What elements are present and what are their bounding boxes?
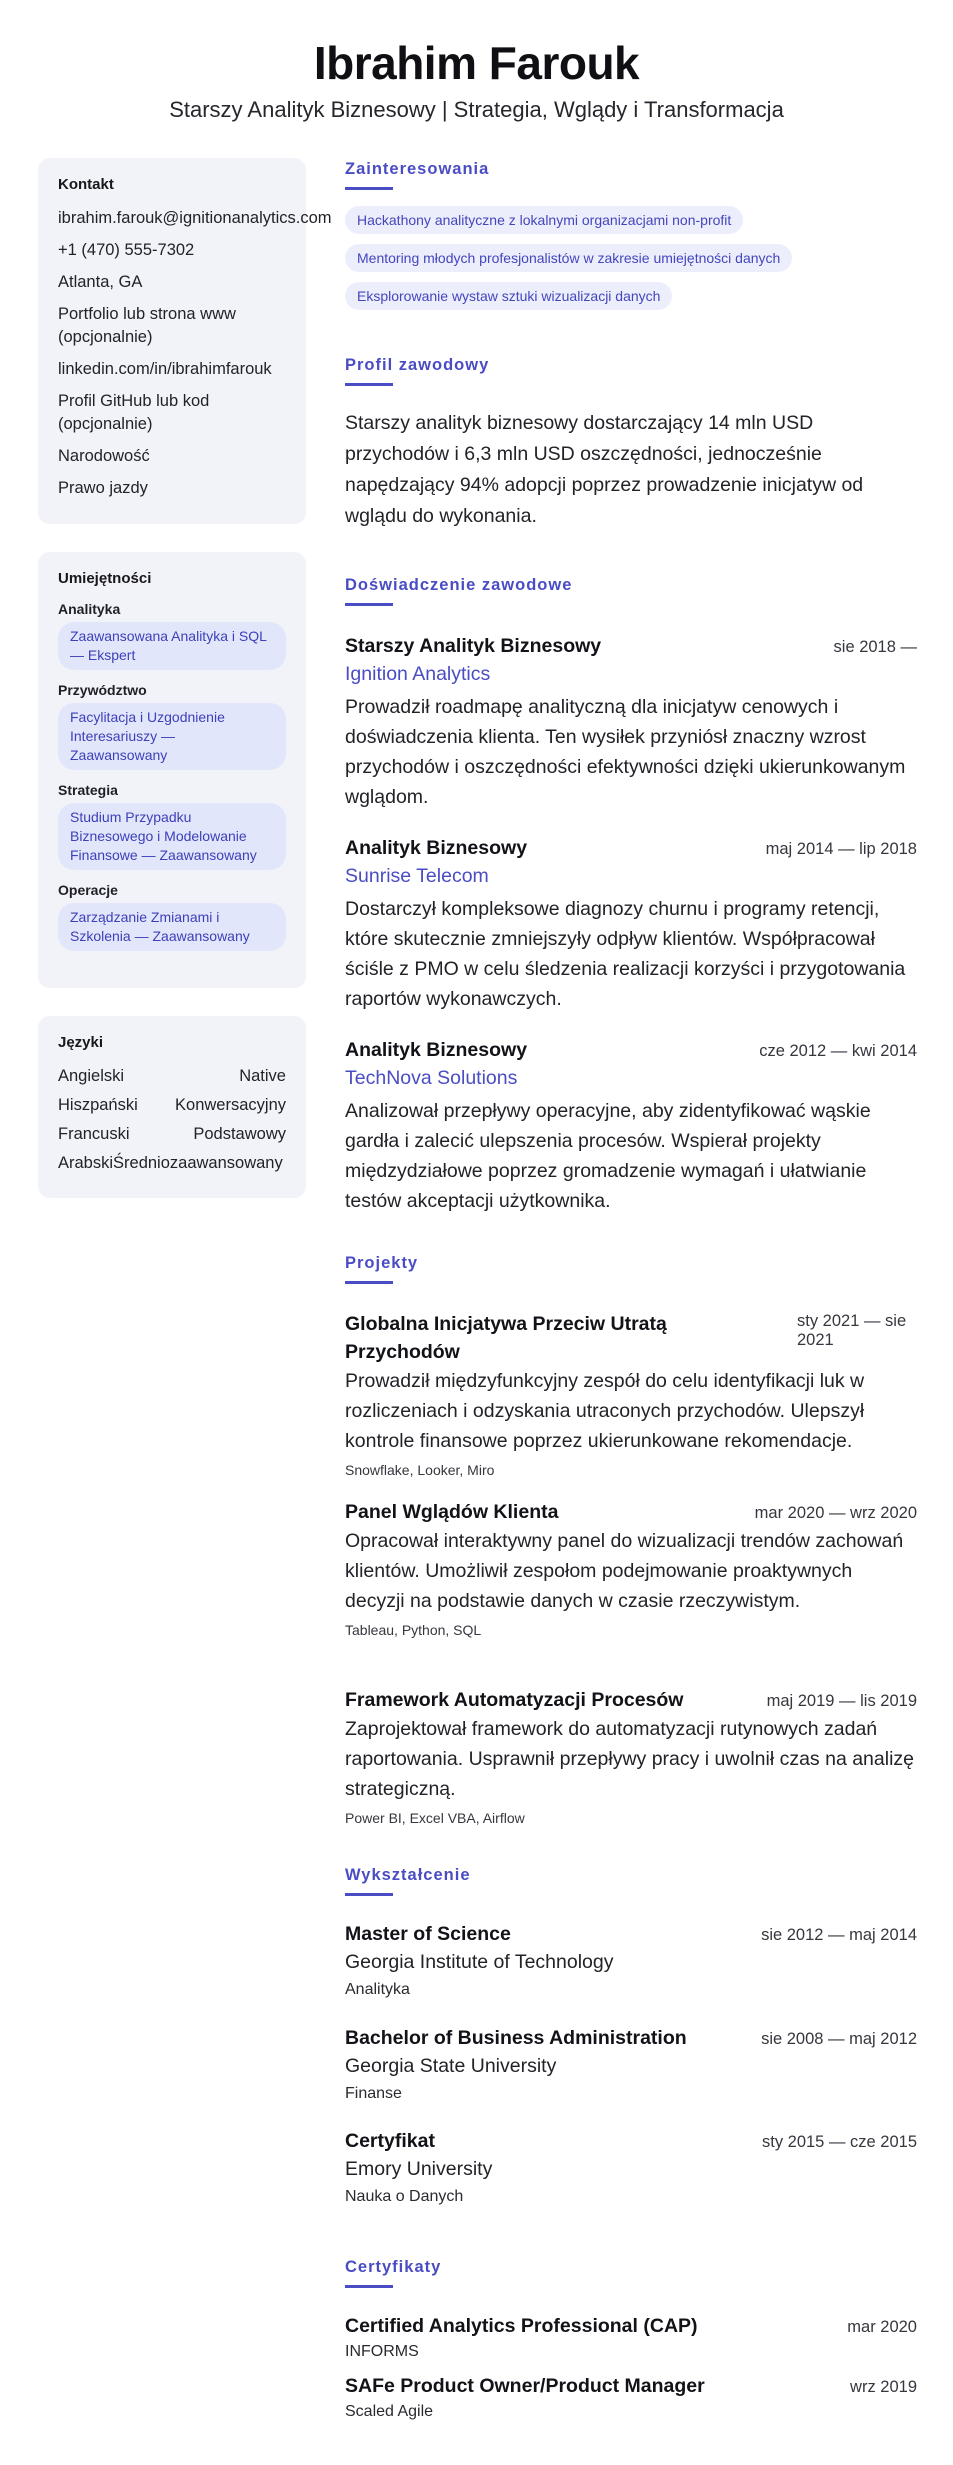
- school-name: Georgia State University: [345, 2055, 557, 2077]
- interest-tag: Mentoring młodych profesjonalistów w zakresie umiejętności danych: [345, 244, 792, 272]
- education-item: [345, 2127, 917, 2209]
- experience-item: [345, 632, 917, 812]
- section-underline: [345, 603, 393, 606]
- project-dates: maj 2019 — lis 2019: [766, 1692, 917, 1710]
- skill-category: Przywództwo: [58, 682, 147, 698]
- skill-category: Analityka: [58, 601, 121, 617]
- experience-item: [345, 834, 917, 1014]
- contact-linkedin[interactable]: linkedin.com/in/ibrahimfarouk: [58, 360, 272, 378]
- school-name: Georgia Institute of Technology: [345, 1951, 614, 1973]
- section-underline: [345, 1281, 393, 1284]
- language-level: Podstawowy: [193, 1125, 286, 1143]
- language-name: Arabski: [58, 1154, 114, 1172]
- contact-card: [38, 158, 332, 524]
- language-row: [58, 1123, 286, 1146]
- profile-heading: Profil zawodowy: [345, 356, 490, 374]
- project-description: Prowadził międzyfunkcyjny zespół do celu identyfikacji luk w rozliczeniach i odzyskania utraconych przychodów. Ulepszył kontrole finansowe poprzez ukierunkowane rekomendacje.: [345, 1370, 865, 1452]
- project-tech: Power BI, Excel VBA, Airflow: [345, 1810, 525, 1826]
- language-level: Konwersacyjny: [175, 1096, 286, 1114]
- language-level: Średniozaawansowany: [113, 1154, 283, 1172]
- projects-heading: Projekty: [345, 1254, 419, 1272]
- skills-heading: Umiejętności: [58, 570, 152, 587]
- certification-name: SAFe Product Owner/Product Manager: [345, 2375, 705, 2397]
- certifications-heading: Certyfikaty: [345, 2258, 442, 2276]
- job-title: Analityk Biznesowy: [345, 1039, 528, 1061]
- interests-heading: Zainteresowania: [345, 160, 490, 178]
- interest-tag: Eksplorowanie wystaw sztuki wizualizacji danych: [345, 282, 672, 310]
- job-title: Starszy Analityk Biznesowy: [345, 635, 602, 657]
- contact-phone[interactable]: +1 (470) 555-7302: [58, 241, 195, 259]
- language-level: Native: [239, 1067, 286, 1085]
- education-item: [345, 2024, 917, 2106]
- certifications-section: [345, 2258, 917, 2288]
- degree-name: Certyfikat: [345, 2130, 435, 2152]
- company-name: Sunrise Telecom: [345, 865, 489, 887]
- skills-card: [38, 552, 306, 988]
- language-name: Angielski: [58, 1067, 125, 1085]
- job-description: Prowadził roadmapę analityczną dla inicjatyw cenowych i doświadczenia klienta. Ten wysiłek przyniósł znaczny wzrost przychodów i oszczędności efektywności dzięki ukierunkowanym wglądom.: [345, 696, 906, 808]
- section-underline: [345, 1893, 393, 1896]
- project-dates: sty 2021 — sie 2021: [797, 1312, 907, 1349]
- project-name: Globalna Inicjatywa Przeciw Utratą Przychodów: [345, 1313, 667, 1363]
- experience-heading: Doświadczenie zawodowe: [345, 576, 573, 594]
- certification-name: Certified Analytics Professional (CAP): [345, 2315, 698, 2337]
- contact-portfolio[interactable]: Portfolio lub strona www (opcjonalnie): [58, 305, 236, 346]
- project-name: Framework Automatyzacji Procesów: [345, 1689, 684, 1711]
- project-name: Panel Wglądów Klienta: [345, 1501, 559, 1523]
- certification-date: wrz 2019: [850, 2378, 917, 2396]
- skill-pill: Zarządzanie Zmianami i Szkolenia — Zaawansowany: [58, 903, 286, 951]
- language-row: [58, 1152, 286, 1175]
- school-name: Emory University: [345, 2158, 493, 2180]
- experience-item: [345, 1036, 917, 1216]
- field-of-study: Finanse: [345, 2085, 402, 2102]
- section-underline: [345, 383, 393, 386]
- education-dates: sie 2008 — maj 2012: [761, 2030, 917, 2048]
- projects-section: [345, 1254, 917, 1284]
- language-row: [58, 1094, 286, 1117]
- certification-date: mar 2020: [847, 2318, 917, 2336]
- interests-section: [345, 160, 917, 310]
- company-name: TechNova Solutions: [345, 1067, 518, 1089]
- education-dates: sty 2015 — cze 2015: [761, 2133, 917, 2151]
- education-dates: sie 2012 — maj 2014: [761, 1926, 917, 1944]
- section-underline: [345, 2285, 393, 2288]
- skill-pill: Facylitacja i Uzgodnienie Interesariuszy — Zaawansowany: [58, 703, 286, 770]
- skill-pill: Zaawansowana Analityka i SQL — Ekspert: [58, 622, 286, 670]
- field-of-study: Nauka o Danych: [345, 2188, 464, 2205]
- skill-category: Operacje: [58, 882, 118, 898]
- project-description: Opracował interaktywny panel do wizualizacji trendów zachowań klientów. Umożliwił zespołom podejmowanie proaktywnych decyzji na podstawie danych w czasie rzeczywistym.: [345, 1530, 904, 1612]
- languages-heading: Języki: [58, 1034, 104, 1051]
- job-description: Dostarczył kompleksowe diagnozy churnu i programy retencji, które skutecznie zmniejszyły odpływ klientów. Współpracował ściśle z PMO w celu śledzenia realizacji korzyści i przygotowania raportów wykonawczych.: [345, 898, 906, 1010]
- contact-location: Atlanta, GA: [58, 273, 143, 291]
- language-row: [58, 1065, 286, 1088]
- contact-github[interactable]: Profil GitHub lub kod (opcjonalnie): [58, 392, 210, 433]
- certification-item: [345, 2312, 917, 2364]
- certification-item: [345, 2372, 917, 2424]
- language-name: Francuski: [58, 1125, 130, 1143]
- language-name: Hiszpański: [58, 1096, 138, 1114]
- contact-nationality: Narodowość: [58, 447, 150, 465]
- project-item: [345, 1498, 917, 1638]
- job-dates: sie 2018 —: [833, 638, 917, 656]
- degree-name: Master of Science: [345, 1923, 511, 1945]
- interest-tag: Hackathony analityczne z lokalnymi organizacjami non-profit: [345, 206, 743, 234]
- education-section: [345, 1866, 917, 1896]
- job-dates: cze 2012 — kwi 2014: [759, 1042, 917, 1060]
- job-description: Analizował przepływy operacyjne, aby zidentyfikować wąskie gardła i zalecić ulepszenia procesów. Wspierał projekty międzydziałowe poprzez gromadzenie wymagań i ułatwianie testów akceptacji użytkownika.: [345, 1100, 871, 1212]
- contact-license: Prawo jazdy: [58, 479, 148, 497]
- company-name: Ignition Analytics: [345, 663, 491, 685]
- profile-section: [345, 356, 917, 532]
- experience-section: [345, 576, 917, 606]
- job-title: Analityk Biznesowy: [345, 837, 528, 859]
- education-heading: Wykształcenie: [345, 1866, 471, 1884]
- contact-email[interactable]: ibrahim.farouk@ignitionanalytics.com: [58, 209, 332, 227]
- certification-issuer: INFORMS: [345, 2343, 419, 2360]
- project-item: [345, 1686, 917, 1826]
- degree-name: Bachelor of Business Administration: [345, 2027, 687, 2049]
- certification-issuer: Scaled Agile: [345, 2403, 434, 2420]
- education-item: [345, 1920, 917, 2002]
- person-headline: Starszy Analityk Biznesowy | Strategia, Wglądy i Transformacja: [169, 97, 784, 122]
- person-name: Ibrahim Farouk: [313, 37, 640, 89]
- project-tech: Tableau, Python, SQL: [345, 1622, 482, 1638]
- project-dates: mar 2020 — wrz 2020: [754, 1504, 917, 1522]
- contact-heading: Kontakt: [58, 176, 114, 193]
- project-tech: Snowflake, Looker, Miro: [345, 1462, 495, 1478]
- field-of-study: Analityka: [345, 1981, 410, 1998]
- project-description: Zaprojektował framework do automatyzacji rutynowych zadań raportowania. Usprawnił przepływy pracy i uwolnił czas na analizę strategiczną.: [345, 1718, 915, 1800]
- skill-category: Strategia: [58, 782, 118, 798]
- profile-summary: Starszy analityk biznesowy dostarczający 14 mln USD przychodów i 6,3 mln USD oszczędności, jednocześnie napędzający 94% adopcji poprzez prowadzenie inicjatyw od wglądu do wykonania.: [345, 412, 864, 527]
- skill-pill: Studium Przypadku Biznesowego i Modelowanie Finansowe — Zaawansowany: [58, 803, 286, 870]
- section-underline: [345, 187, 393, 190]
- resume-header: [0, 38, 953, 124]
- languages-card: [38, 1016, 306, 1198]
- job-dates: maj 2014 — lip 2018: [765, 840, 917, 858]
- project-item: [345, 1310, 917, 1478]
